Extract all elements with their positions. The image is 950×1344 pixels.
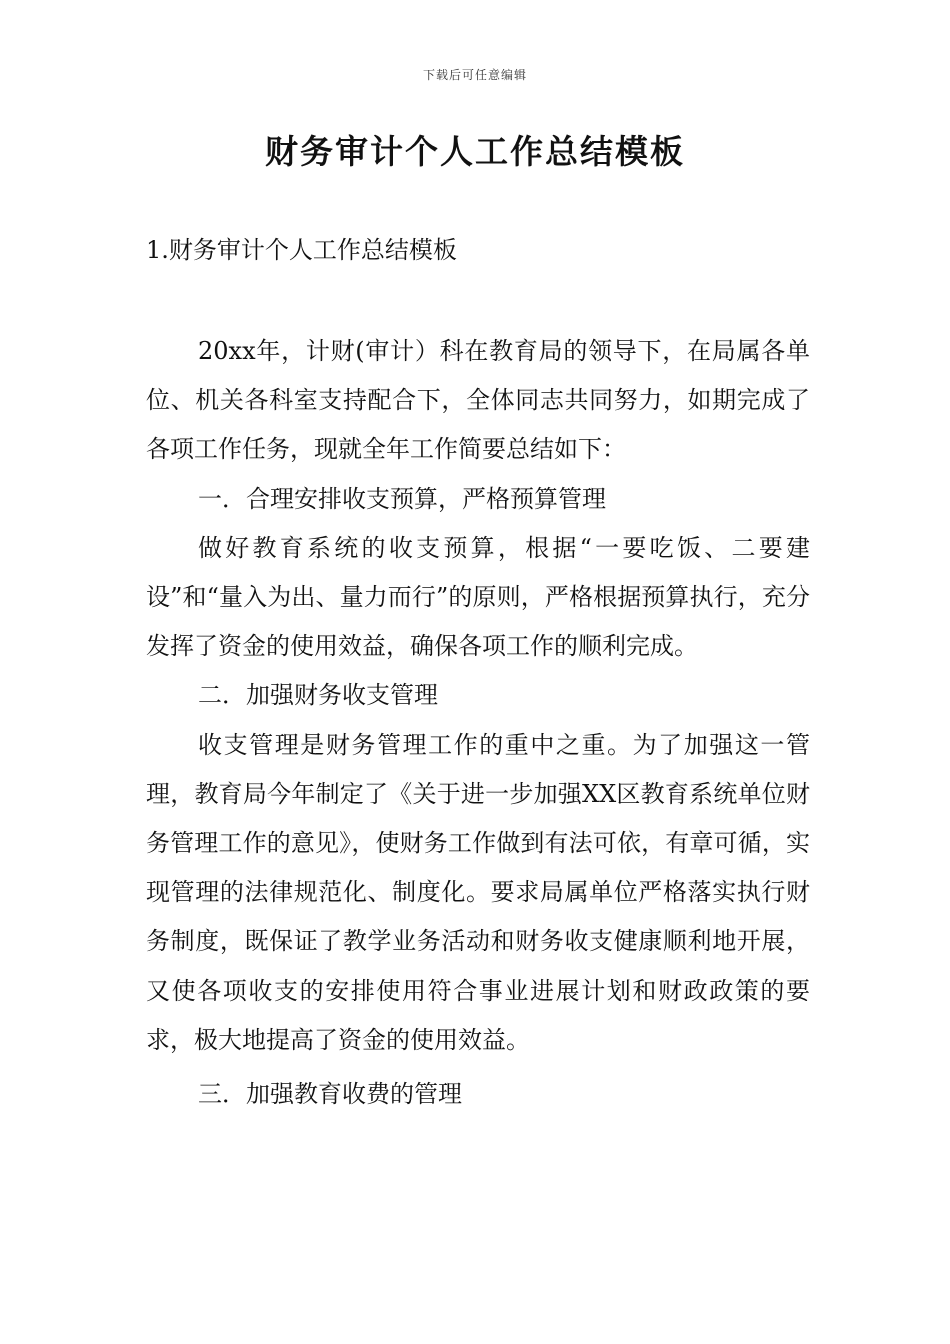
paragraph-budget: 做好教育系统的收支预算，根据“一要吃饭、二要建设”和“量入为出、量力而行”的原则，严格根据预算执行，充分发挥了资金的使用效益，确保各项工作的顺利完成。 (146, 533, 810, 661)
paragraph-income-expense: 收支管理是财务管理工作的重中之重。为了加强这一管理，教育局今年制定了《关于进一步加强XX区教育系统单位财务管理工作的意见》，使财务工作做到有法可依，有章可循，实现管理的法律规范化、制度化。要求局属单位严格落实执行财务制度，既保证了教学业务活动和财务收支健康顺利地开展，又使各项收支的安排使用符合事业进展计划和财政政策的要求，极大地提高了资金的使用效益。 (146, 730, 810, 1054)
subheading-budget: 一．合理安排收支预算，严格预算管理 (198, 484, 606, 513)
subheading-fees: 三．加强教育收费的管理 (198, 1080, 462, 1109)
paragraph-intro: 20xx年，计财(审计）科在教育局的领导下，在局属各单位、机关各科室支持配合下，全体同志共同努力，如期完成了各项工作任务，现就全年工作简要总结如下： (146, 337, 810, 464)
header-note: 下载后可任意编辑 (422, 68, 527, 82)
document-title: 财务审计个人工作总结模板 (265, 132, 685, 171)
section-heading: 1.财务审计个人工作总结模板 (146, 236, 457, 264)
body-text (146, 327, 810, 1119)
subheading-income-expense: 二．加强财务收支管理 (198, 681, 438, 710)
